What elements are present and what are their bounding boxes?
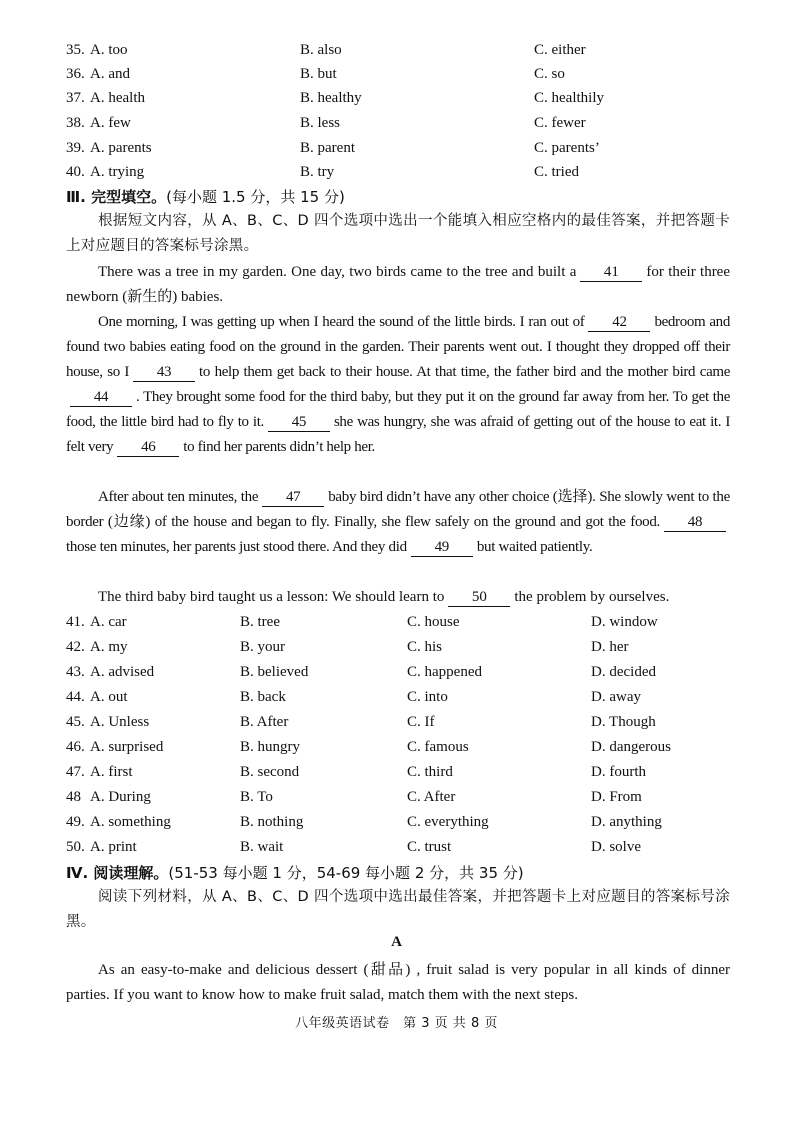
- option-a: A. advised: [90, 664, 155, 680]
- option-a: A. out: [90, 689, 128, 705]
- option-b: B. wait: [240, 839, 284, 855]
- option-c: C. parents’: [534, 140, 600, 156]
- question-row: [66, 711, 730, 733]
- question-number: 50.: [66, 839, 85, 855]
- option-a: A. too: [90, 42, 128, 58]
- question-number: 45.: [66, 714, 85, 730]
- blank-50: 50: [448, 588, 510, 607]
- question-row: [66, 39, 726, 61]
- section-3-title: Ⅲ. 完型填空。: [66, 188, 167, 206]
- section-3-note: (每小题 1.5 分，共 15 分): [166, 188, 345, 206]
- question-row: [66, 786, 730, 808]
- question-number: 37.: [66, 90, 85, 106]
- question-row: [66, 611, 730, 633]
- option-d: D. Though: [591, 714, 656, 730]
- option-b: B. healthy: [300, 90, 362, 106]
- option-a: A. health: [90, 90, 145, 106]
- option-a: A. few: [90, 115, 131, 131]
- option-c: C. fewer: [534, 115, 586, 131]
- option-c: C. either: [534, 42, 586, 58]
- option-b: B. less: [300, 115, 341, 131]
- option-a: A. During: [90, 789, 151, 805]
- option-d: D. anything: [591, 814, 662, 830]
- question-row: [66, 137, 726, 159]
- option-b: B. but: [300, 66, 337, 82]
- question-number: 40.: [66, 164, 85, 180]
- section-3-heading: [66, 186, 345, 207]
- question-number: 39.: [66, 140, 85, 156]
- option-d: D. fourth: [591, 764, 646, 780]
- option-b: B. second: [240, 764, 300, 780]
- option-d: D. solve: [591, 839, 641, 855]
- option-c: C. After: [407, 789, 456, 805]
- question-row: [66, 836, 730, 858]
- passage-paragraph-4: The third baby bird taught us a lesson: We should learn to 50 the problem by ourselves.: [98, 589, 670, 605]
- option-a: A. parents: [90, 140, 152, 156]
- blank-42: 42: [588, 313, 650, 332]
- option-b: B. back: [240, 689, 286, 705]
- option-a: A. something: [90, 814, 171, 830]
- reading-section-label: A: [391, 934, 402, 950]
- option-b: B. To: [240, 789, 273, 805]
- question-row: [66, 686, 730, 708]
- question-row: [66, 811, 730, 833]
- option-b: B. believed: [240, 664, 309, 680]
- option-c: C. happened: [407, 664, 482, 680]
- option-c: C. trust: [407, 839, 452, 855]
- option-d: D. her: [591, 639, 629, 655]
- option-b: B. also: [300, 42, 342, 58]
- question-number: 44.: [66, 689, 85, 705]
- option-c: C. famous: [407, 739, 469, 755]
- option-b: B. nothing: [240, 814, 304, 830]
- section-4-note: (51-53 每小题 1 分，54-69 每小题 2 分，共 35 分): [168, 864, 524, 882]
- option-b: B. hungry: [240, 739, 300, 755]
- question-row: [66, 761, 730, 783]
- question-number: 46.: [66, 739, 85, 755]
- blank-48: 48: [664, 513, 726, 532]
- blank-43: 43: [133, 363, 195, 382]
- option-a: A. first: [90, 764, 133, 780]
- blank-46: 46: [117, 438, 179, 457]
- option-a: A. car: [90, 614, 127, 630]
- passage-paragraph-1: There was a tree in my garden. One day, two birds came to the tree and built a 41 for their three newborn (新生的) babies.: [66, 264, 730, 305]
- question-row: [66, 112, 726, 134]
- blank-49: 49: [411, 538, 473, 557]
- question-number: 35.: [66, 42, 85, 58]
- blank-47: 47: [262, 488, 324, 507]
- question-number: 47.: [66, 764, 85, 780]
- option-a: A. surprised: [90, 739, 164, 755]
- question-number: 42.: [66, 639, 85, 655]
- passage-paragraph-3: After about ten minutes, the 47 baby bird didn’t have any other choice (选择). She slowly went to the border (边缘) of the house and began to fly. Finally, she flew safely on the ground and got the food. 48those ten minutes, her parents just stood there. And they did 49 but waited patiently.: [66, 489, 730, 555]
- option-d: D. decided: [591, 664, 656, 680]
- option-a: A. print: [90, 839, 137, 855]
- option-a: A. and: [90, 66, 130, 82]
- option-b: B. your: [240, 639, 285, 655]
- blank-41: 41: [580, 263, 642, 282]
- option-c: C. tried: [534, 164, 579, 180]
- option-b: B. try: [300, 164, 335, 180]
- option-c: C. everything: [407, 814, 489, 830]
- blank-44: 44: [70, 388, 132, 407]
- section-3-instruction: 根据短文内容，从 A、B、C、D 四个选项中选出一个能填入相应空格内的最佳答案，并把答题卡上对应题目的答案标号涂黑。: [66, 213, 730, 254]
- option-c: C. house: [407, 614, 460, 630]
- option-c: C. into: [407, 689, 448, 705]
- option-c: C. third: [407, 764, 453, 780]
- reading-a-intro: As an easy-to-make and delicious dessert (甜品) , fruit salad is very popular in all kinds of dinner parties. If you want to know how to make fruit salad, match them with the next steps.: [66, 962, 730, 1003]
- option-b: B. After: [240, 714, 289, 730]
- option-d: D. dangerous: [591, 739, 671, 755]
- question-number: 43.: [66, 664, 85, 680]
- option-c: C. his: [407, 639, 443, 655]
- blank-45: 45: [268, 413, 330, 432]
- page-footer: 八年级英语试卷 第 3 页 共 8 页: [295, 1016, 498, 1031]
- option-b: B. tree: [240, 614, 280, 630]
- option-c: C. so: [534, 66, 565, 82]
- question-number: 49.: [66, 814, 85, 830]
- option-c: C. If: [407, 714, 435, 730]
- option-d: D. From: [591, 789, 642, 805]
- option-a: A. trying: [90, 164, 145, 180]
- question-row: [66, 661, 730, 683]
- section-4-heading: [66, 862, 524, 883]
- question-row: [66, 87, 726, 109]
- question-row: [66, 636, 730, 658]
- option-c: C. healthily: [534, 90, 604, 106]
- passage-paragraph-2: One morning, I was getting up when I heard the sound of the little birds. I ran out of 42 bedroom and found two babies eating food on the ground in the garden. Their parents went out. I thought they dropped off their house, so I 43 to help them get back to their house. At that time, the father bird and the mother bird came44 . They brought some food for the third baby, but they put it on the ground far away from her. To get the food, the little bird had to fly to it. 45 she was hungry, she was afraid of getting out of the house to eat it. I felt very 46 to find her parents didn’t help her.: [66, 314, 730, 455]
- option-d: D. window: [591, 614, 658, 630]
- question-row: [66, 161, 726, 183]
- option-a: A. Unless: [90, 714, 150, 730]
- question-number: 48: [66, 789, 81, 805]
- section-4-instruction: 阅读下列材料，从 A、B、C、D 四个选项中选出最佳答案，并把答题卡上对应题目的答案标号涂黑。: [66, 889, 730, 930]
- option-d: D. away: [591, 689, 641, 705]
- question-number: 41.: [66, 614, 85, 630]
- question-number: 36.: [66, 66, 85, 82]
- section-4-title: Ⅳ. 阅读理解。: [66, 864, 169, 882]
- question-row: [66, 736, 730, 758]
- option-a: A. my: [90, 639, 128, 655]
- option-b: B. parent: [300, 140, 355, 156]
- question-row: [66, 63, 726, 85]
- question-number: 38.: [66, 115, 85, 131]
